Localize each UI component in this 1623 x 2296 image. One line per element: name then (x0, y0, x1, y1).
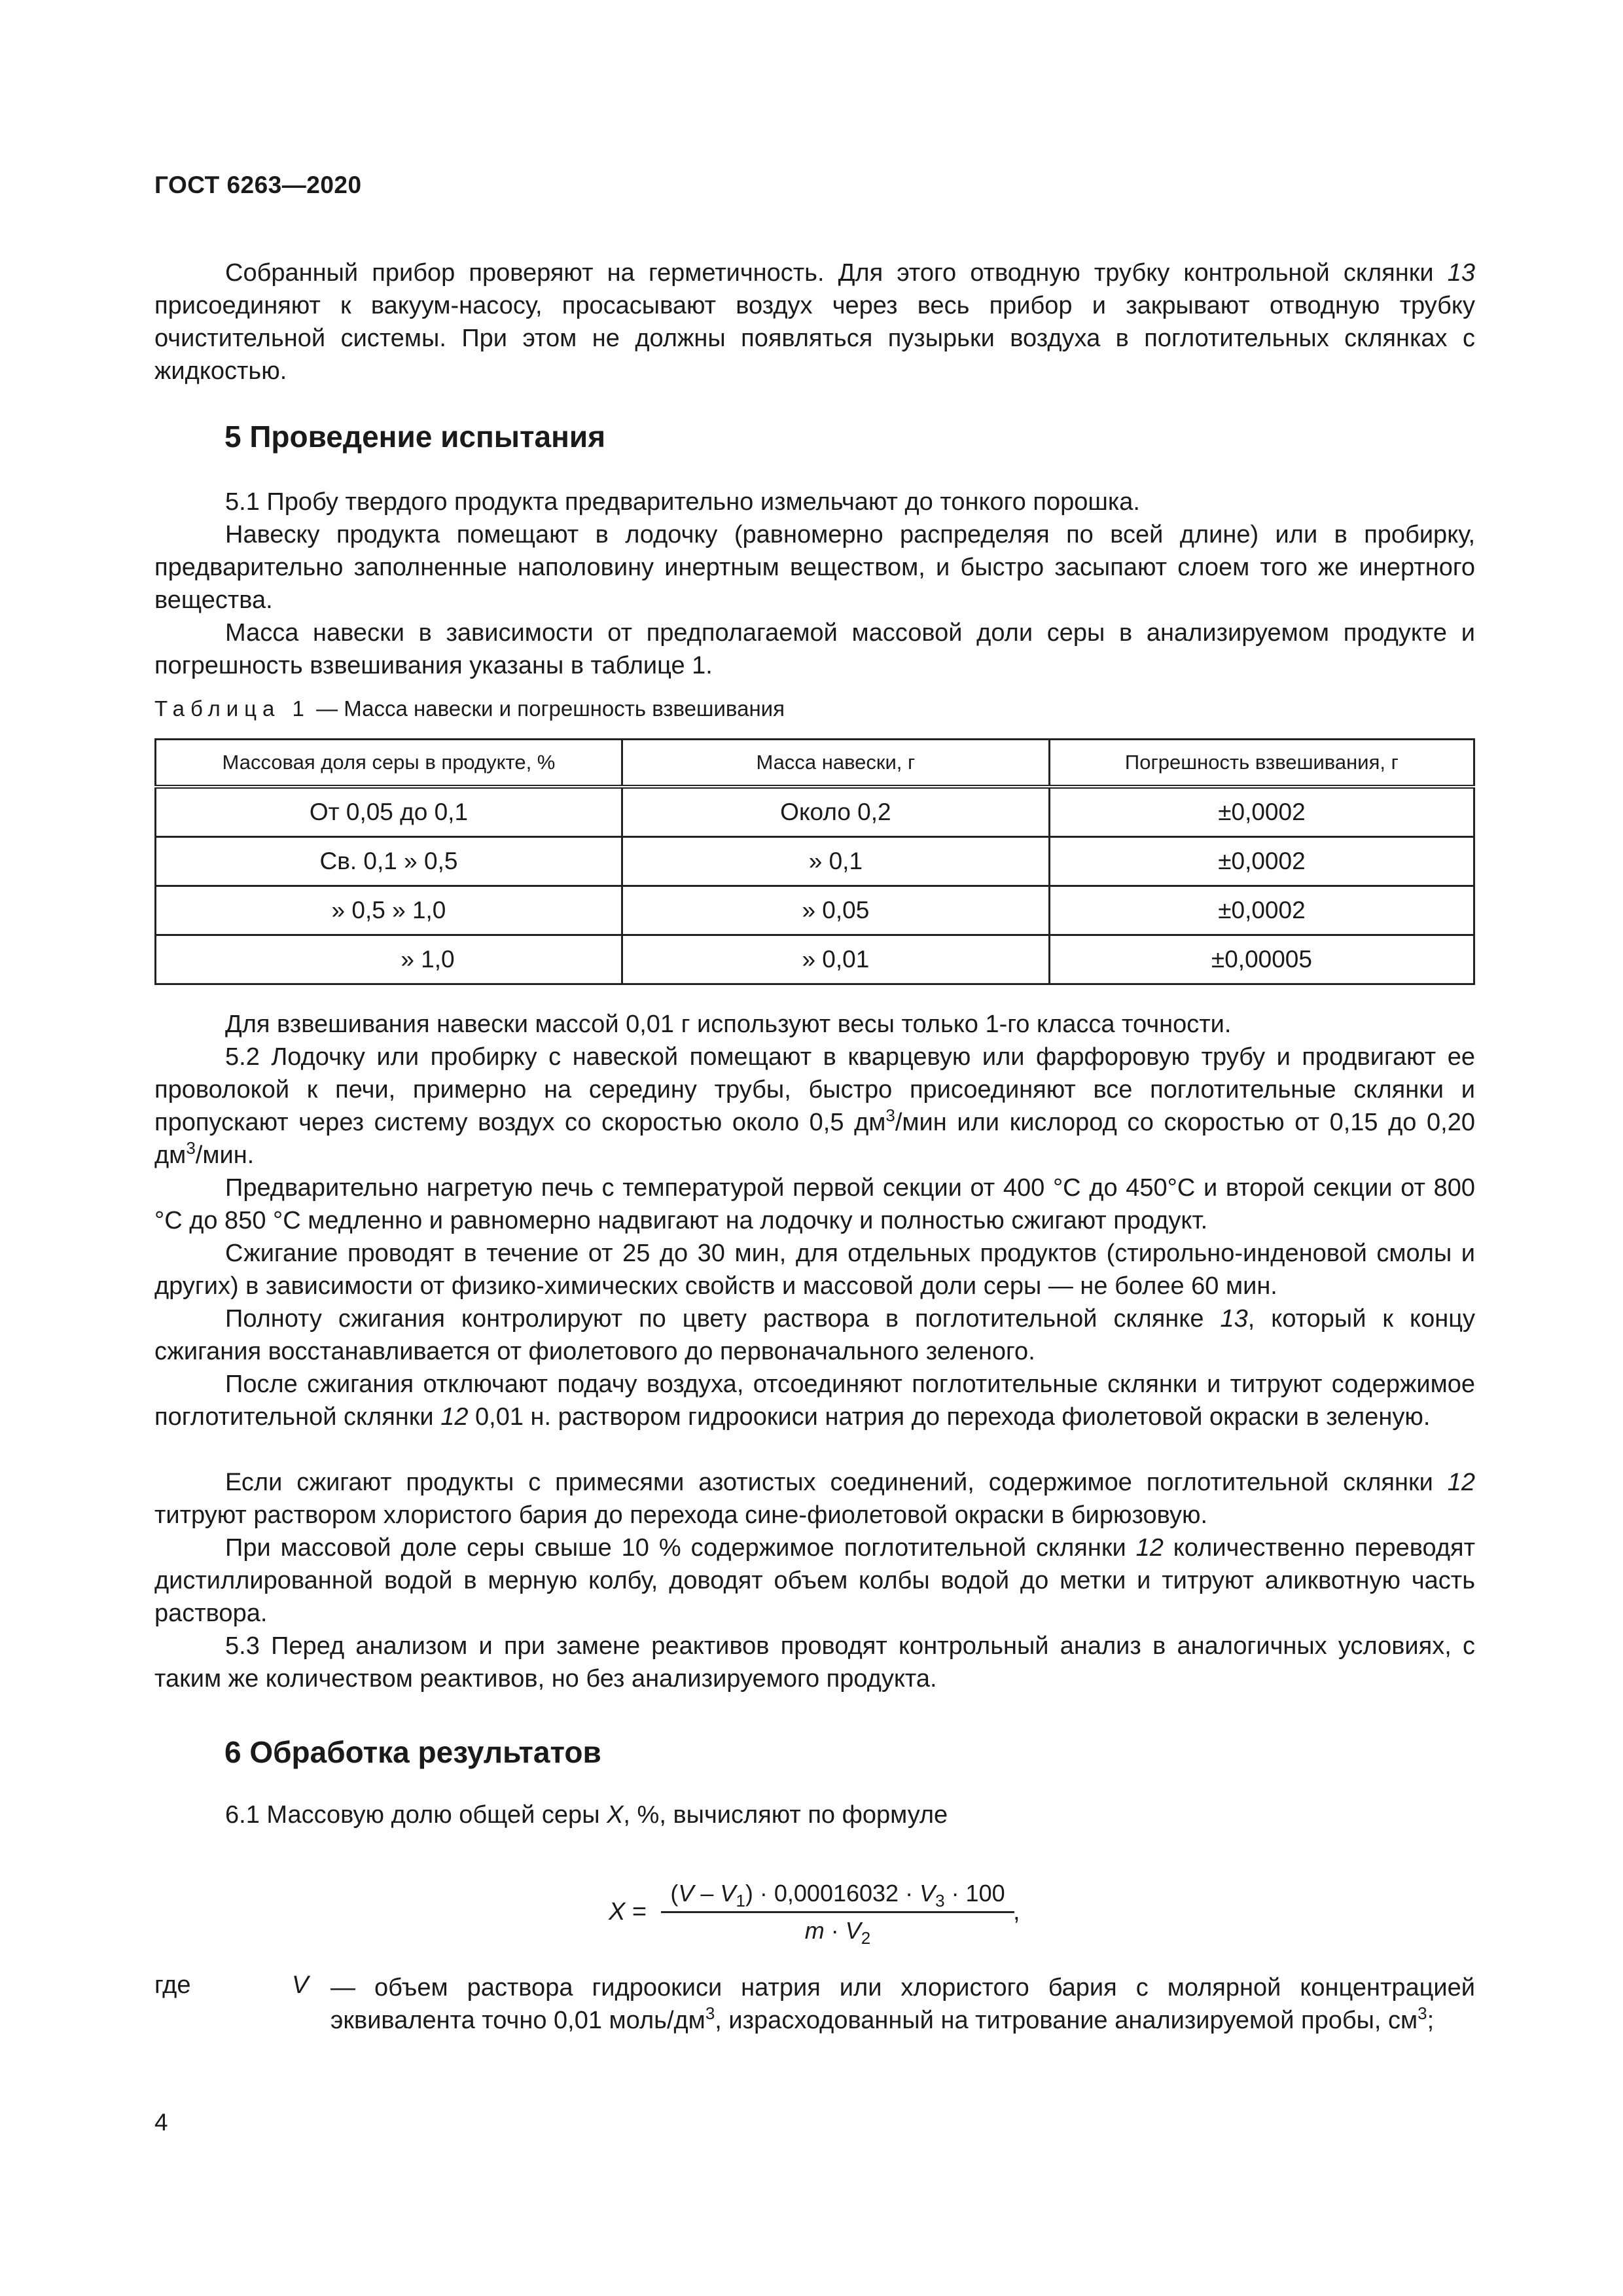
table-header-row (156, 740, 1474, 787)
paragraph-titration: После сжигания отключают подачу воздуха, отсоединяют поглотительные склянки и титруют содержимое поглотительной склянки 12 0,01 н. раствором гидроокиси натрия до перехода фиолетовой окраски в зеленую. (154, 1371, 1475, 1431)
paragraph-5-1: 5.1 Пробу твердого продукта предварительно измельчают до тонкого порошка. (225, 488, 1140, 516)
table-cell: Около 0,2 (622, 787, 1049, 837)
table-mass-and-error (154, 738, 1475, 985)
table-row (156, 837, 1474, 886)
table-cell: ±0,0002 (1049, 787, 1474, 837)
paragraph-combustion: Сжигание проводят в течение от 25 до 30 мин, для отдельных продуктов (стирольно-инденовой смолы и других) в зависимости от физико-химических свойств и массовой доли серы — не более 60 мин. (154, 1240, 1475, 1300)
paragraph-mass: Масса навески в зависимости от предполагаемой массовой доли серы в анализируемом продукте и погрешность взвешивания указаны в таблице 1. (154, 619, 1475, 679)
formula-fraction (661, 1880, 1014, 1948)
column-header: Массовая доля серы в продукте, % (156, 740, 622, 787)
paragraph-6-1: 6.1 Массовую долю общей серы X, %, вычисляют по формуле (225, 1801, 948, 1829)
table-caption: Таблица 1 — Масса навески и погрешность взвешивания (154, 696, 785, 721)
where-variable: V (292, 1971, 309, 1999)
paragraph-5-2: 5.2 Лодочку или пробирку с навеской помещают в кварцевую или фарфоровую трубу и продвигают ее проволокой к печи, примерно на середину трубы, быстро присоединяют все поглотительные склянки и пропускают через систему воздух со скоростью около 0,5 $дм^3$/мин или кислород со скоростью от 0,15 до 0,20 $дм^3$/мин. (154, 1043, 1475, 1169)
where-label: где (154, 1971, 191, 1999)
paragraph-weighing: Для взвешивания навески массой 0,01 г используют весы только 1-го класса точности. (225, 1011, 1232, 1038)
column-header: Масса навески, г (622, 740, 1049, 787)
paragraph-completeness: Полноту сжигания контролируют по цвету раствора в поглотительной склянке 13, который к концу сжигания восстанавливается от фиолетового до первоначального зеленого. (154, 1305, 1475, 1365)
paragraph-high-sulfur: При массовой доле серы свыше 10 % содержимое поглотительной склянки 12 количественно переводят дистиллированной водой в мерную колбу, доводят объем колбы водой до метки и титруют аликвотную часть раствора. (154, 1534, 1475, 1627)
document-header: ГОСТ 6263—2020 (154, 171, 362, 198)
page-number: 4 (154, 2109, 168, 2136)
table-cell: ±0,00005 (1049, 935, 1474, 984)
section-5-title: 5 Проведение испытания (224, 420, 606, 454)
where-description: — объем раствора гидроокиси натрия или хлористого бария с молярной концентрацией эквивалента точно 0,01 моль/$дм^3$, израсходованный на титрование анализируемой пробы, $см^3$; (330, 1974, 1475, 2034)
table-cell: » 1,0 (156, 935, 622, 984)
table-cell: » 0,01 (622, 935, 1049, 984)
table-cell: » 0,1 (622, 837, 1049, 886)
table-cell: ±0,0002 (1049, 886, 1474, 935)
table-row (156, 886, 1474, 935)
formula-comma: , (1013, 1898, 1020, 1926)
intro-paragraph: Собранный прибор проверяют на герметичность. Для этого отводную трубку контрольной склянки 13 присоединяют к вакуум-насосу, просасывают воздух через весь прибор и закрывают отводную трубку очистительной системы. При этом не должны появляться пузырьки воздуха в поглотительных склянках с жидкостью. (154, 259, 1475, 385)
table-cell: От 0,05 до 0,1 (156, 787, 622, 837)
formula-numerator: $(V - V_1) \cdot 0,00016032 \cdot V_3 \cdot 100$ (661, 1880, 1014, 1913)
column-header: Погрешность взвешивания, г (1049, 740, 1474, 787)
paragraph-5-3: 5.3 Перед анализом и при замене реактивов проводят контрольный анализ в аналогичных условиях, с таким же количеством реактивов, но без анализируемого продукта. (154, 1632, 1475, 1693)
table-cell: » 0,5 » 1,0 (156, 886, 622, 935)
paragraph-furnace: Предварительно нагретую печь с температурой первой секции от 400 °С до 450°С и второй секции от 800 °С до 850 °С медленно и равномерно надвигают на лодочку и полностью сжигают продукт. (154, 1174, 1475, 1234)
section-6-title: 6 Обработка результатов (224, 1735, 601, 1769)
paragraph-nitrogen: Если сжигают продукты с примесями азотистых соединений, содержимое поглотительной склянки 12 титруют раствором хлористого бария до перехода сине-фиолетовой окраски в бирюзовую. (154, 1469, 1475, 1529)
formula-denominator: $m \cdot V_2$ (804, 1917, 871, 1948)
table-cell: Св. 0,1 » 0,5 (156, 837, 622, 886)
formula-lhs: X = (609, 1898, 647, 1926)
table-cell: » 0,05 (622, 886, 1049, 935)
table-row (156, 935, 1474, 984)
table-row (156, 787, 1474, 837)
paragraph-sample: Навеску продукта помещают в лодочку (равномерно распределяя по всей длине) или в пробирку, предварительно заполненные наполовину инертным веществом, и быстро засыпают слоем того же инертного вещества. (154, 521, 1475, 614)
table-cell: ±0,0002 (1049, 837, 1474, 886)
